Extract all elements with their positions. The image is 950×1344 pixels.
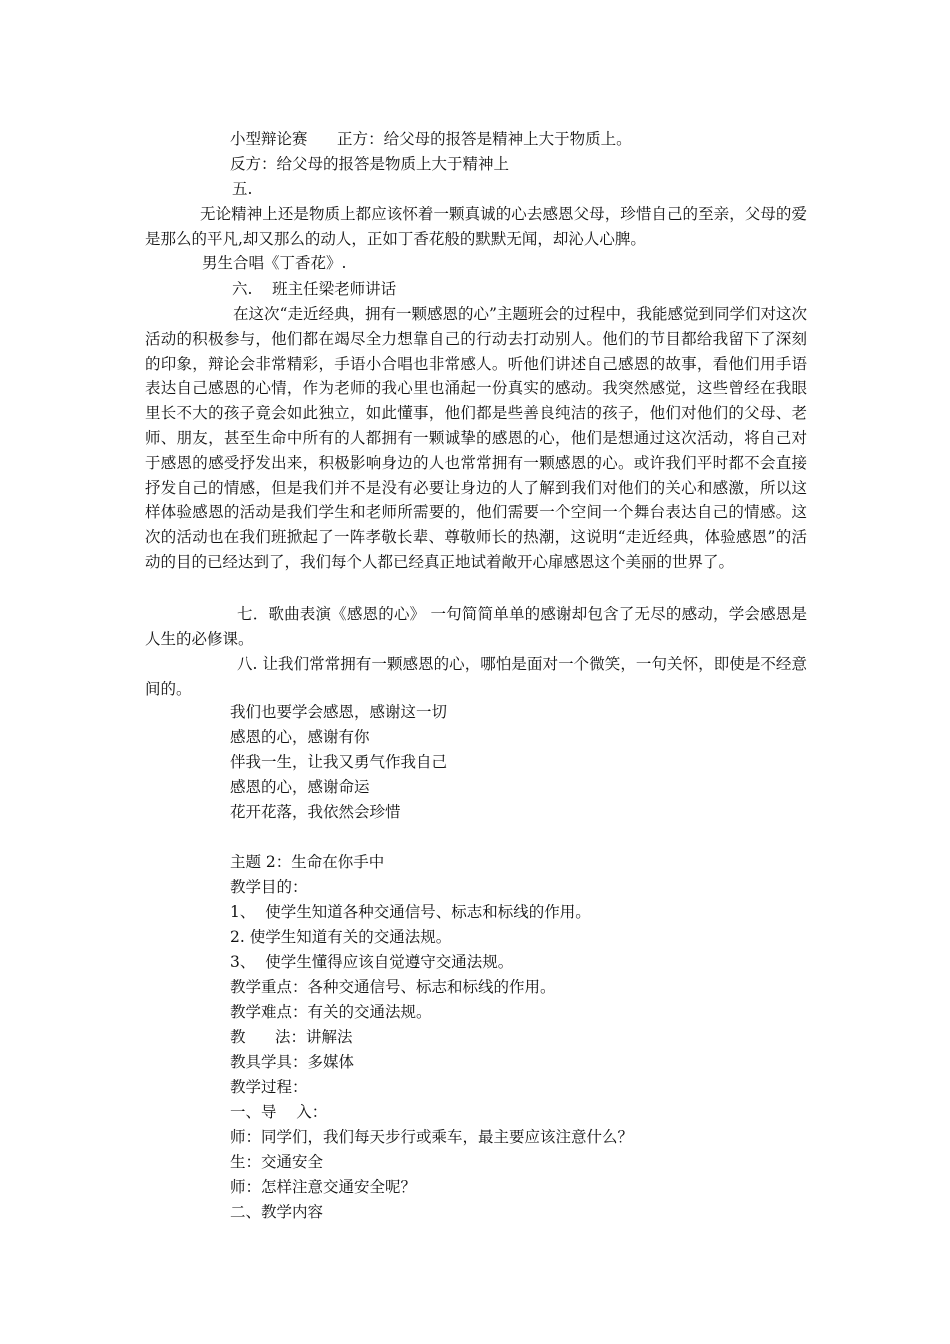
theme-2-title: 主题 2：生命在你手中: [230, 853, 385, 871]
difficulty-line: 教学难点：有关的交通法规。: [230, 1003, 432, 1021]
chorus-line: 男生合唱《丁香花》.: [202, 254, 347, 272]
process-label: 教学过程：: [230, 1078, 308, 1096]
con-side-line: 反方：给父母的报答是物质上大于精神上: [230, 155, 510, 173]
section-8-paragraph: 八. 让我们常常拥有一颗感恩的心，哪怕是面对一个微笑，一句关怀，即使是不经意间的。: [145, 655, 807, 698]
teaching-goal-item: 2. 使学生知道有关的交通法规。: [230, 928, 452, 946]
teaching-goals-label: 教学目的：: [230, 878, 308, 896]
section-6-paragraph: 在这次“走近经典，拥有一颗感恩的心”主题班会的过程中，我能感觉到同学们对这次活动的积极参与，他们都在竭尽全力想靠自己的行动去打动别人。他们的节目都给我留下了深刻的印象，辩论会非常精彩，手语小合唱也非常感人。听他们讲述自己感恩的故事，看他们用手语表达自己感恩的心情，作为老师的我心里也涌起一份真实的感动。我突然感觉，这些曾经在我眼里长不大的孩子竟会如此独立，如此懂事，他们都是些善良纯洁的孩子，他们对他们的父母、老师、朋友，甚至生命中所有的人都拥有一颗诚挚的感恩的心，他们是想通过这次活动，将自己对于感恩的感受抒发出来，积极影响身边的人也常常拥有一颗感恩的心。或许我们平时都不会直接抒发自己的情感，但是我们并不是没有必要让身边的人了解到我们对他们的关心和感激，所以这样体验感恩的活动是我们学生和老师所需要的，他们需要一个空间一个舞台表达自己的情感。这次的活动也在我们班掀起了一阵孝敬长辈、尊敬师长的热潮，这说明“走近经典，体验感恩”的活动的目的已经达到了，我们每个人都已经真正地试着敞开心扉感恩这个美丽的世界了。: [145, 305, 807, 571]
lyric-line: 伴我一生，让我又勇气作我自己: [230, 753, 448, 771]
tools-line: 教具学具：多媒体: [230, 1053, 355, 1071]
lyric-line: 我们也要学会感恩，感谢这一切: [230, 703, 448, 721]
content-heading: 二、教学内容: [230, 1203, 324, 1221]
section-6-heading: 六. 班主任梁老师讲话: [232, 280, 397, 298]
key-point-line: 教学重点：各种交通信号、标志和标线的作用。: [230, 978, 556, 996]
lyric-line: 花开花落，我依然会珍惜: [230, 803, 401, 821]
lyric-line: 感恩的心，感谢有你: [230, 728, 370, 746]
dialog-line: 师：同学们，我们每天步行或乘车，最主要应该注意什么？: [230, 1128, 634, 1146]
dialog-line: 生：交通安全: [230, 1153, 324, 1171]
lyric-line: 感恩的心，感谢命运: [230, 778, 370, 796]
method-line: 教 法：讲解法: [230, 1028, 353, 1046]
debate-line: 小型辩论赛 正方：给父母的报答是精神上大于物质上。: [230, 130, 632, 148]
section-5-paragraph: 无论精神上还是物质上都应该怀着一颗真诚的心去感恩父母，珍惜自己的至亲，父母的爱是那么的平凡,却又那么的动人，正如丁香花般的默默无闻，却沁人心脾。: [145, 205, 807, 248]
section-7-paragraph: 七．歌曲表演《感恩的心》 一句简简单单的感谢却包含了无尽的感动，学会感恩是人生的必修课。: [145, 605, 807, 648]
intro-heading: 一、导 入：: [230, 1103, 328, 1121]
teaching-goal-item: 3、 使学生懂得应该自觉遵守交通法规。: [230, 953, 514, 971]
teaching-goal-item: 1、 使学生知道各种交通信号、标志和标线的作用。: [230, 903, 591, 921]
section-5-heading: 五.: [232, 180, 253, 198]
dialog-line: 师：怎样注意交通安全呢？: [230, 1178, 417, 1196]
